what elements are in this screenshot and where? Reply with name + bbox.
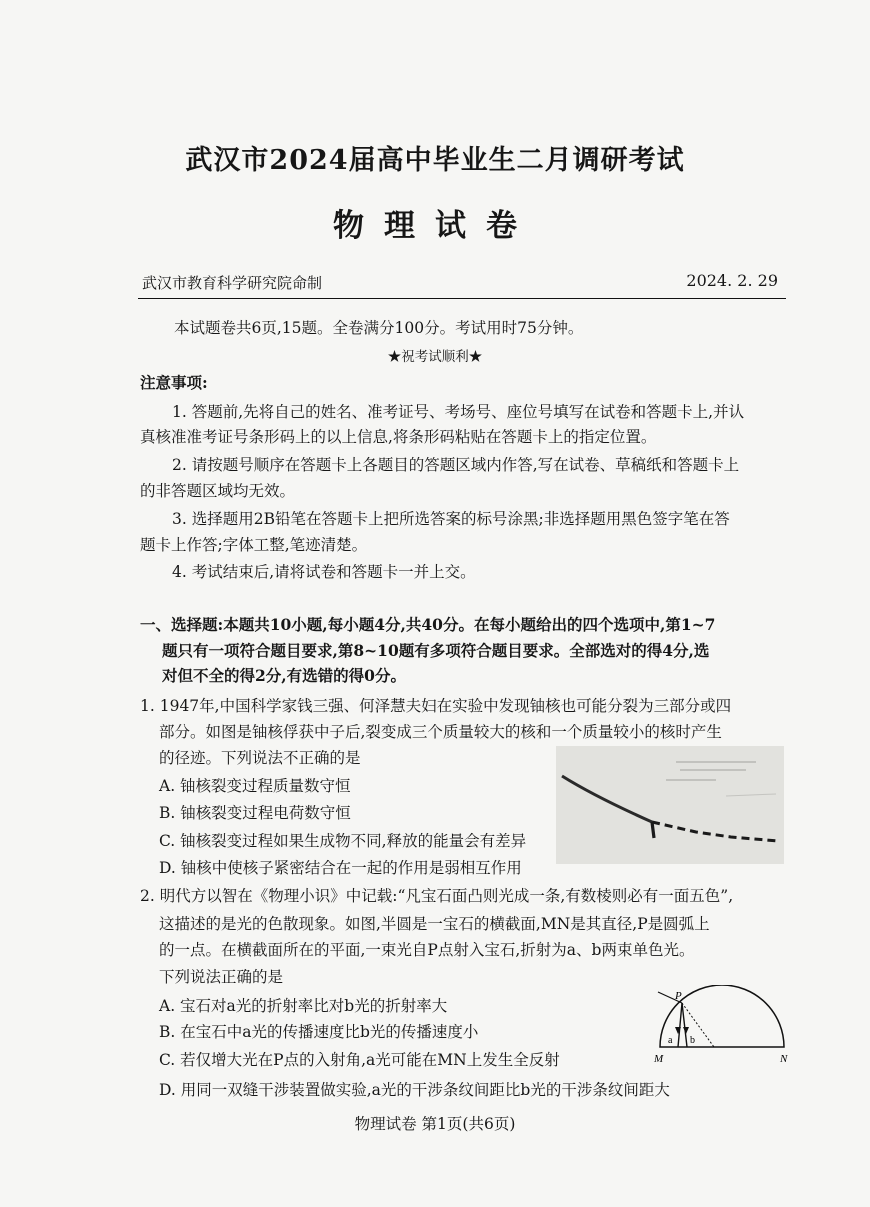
notes-item: 的非答题区域均无效。 bbox=[140, 482, 296, 500]
notes-item: 题卡上作答;字体工整,笔迹清楚。 bbox=[140, 536, 368, 554]
q2-stem: 2. 明代方以智在《物理小识》中记载:“凡宝石面凸则光成一条,有数棱则必有一面五色”, bbox=[140, 887, 734, 905]
label-a: a bbox=[668, 1035, 673, 1046]
section-heading: 一、选择题:本题共10小题,每小题4分,共40分。在每小题给出的四个选项中,第1~7 bbox=[140, 615, 716, 634]
q2-option-b: B. 在宝石中a光的传播速度比b光的传播速度小 bbox=[159, 1023, 479, 1041]
notes-item: 3. 选择题用2B铅笔在答题卡上把所选答案的标号涂黑;非选择题用黑色签字笔在答 bbox=[172, 510, 730, 528]
q1-option-c: C. 铀核裂变过程如果生成物不同,释放的能量会有差异 bbox=[159, 832, 527, 850]
subject-title: 物理试卷 bbox=[333, 208, 537, 244]
label-p: P bbox=[675, 990, 682, 1002]
label-b: b bbox=[690, 1035, 695, 1046]
notes-item: 真核准准考证号条形码上的以上信息,将条形码粘贴在答题卡上的指定位置。 bbox=[140, 428, 657, 446]
notes-heading: 注意事项: bbox=[140, 373, 208, 392]
semicircle-prism-diagram bbox=[652, 985, 792, 1065]
q2-stem: 下列说法正确的是 bbox=[159, 968, 284, 986]
notes-item: 4. 考试结束后,请将试卷和答题卡一并上交。 bbox=[172, 563, 476, 581]
notes-item: 2. 请按题号顺序在答题卡上各题目的答题区域内作答,写在试卷、草稿纸和答题卡上 bbox=[172, 456, 740, 474]
exam-date: 2024. 2. 29 bbox=[686, 271, 778, 290]
q1-stem: 的径迹。下列说法不正确的是 bbox=[159, 749, 361, 767]
q1-stem: 部分。如图是铀核俘获中子后,裂变成三个质量较大的核和一个质量较小的核时产生 bbox=[159, 723, 722, 741]
page-footer: 物理试卷 第1页(共6页) bbox=[354, 1115, 516, 1133]
q2-stem: 的一点。在横截面所在的平面,一束光自P点射入宝石,折射为a、b两束单色光。 bbox=[159, 941, 695, 959]
section-heading-line: 题只有一项符合题目要求,第8~10题有多项符合题目要求。全部选对的得4分,选 bbox=[162, 641, 710, 660]
header-divider bbox=[138, 298, 786, 299]
fission-track-photo bbox=[556, 746, 784, 864]
exam-summary: 本试题卷共6页,15题。全卷满分100分。考试用时75分钟。 bbox=[174, 319, 584, 337]
notes-item: 1. 答题前,先将自己的姓名、准考证号、考场号、座位号填写在试卷和答题卡上,并认 bbox=[172, 403, 745, 421]
q1-option-d: D. 铀核中使核子紧密结合在一起的作用是弱相互作用 bbox=[159, 859, 522, 877]
q2-option-a: A. 宝石对a光的折射率比对b光的折射率大 bbox=[159, 997, 448, 1015]
q2-option-d: D. 用同一双缝干涉装置做实验,a光的干涉条纹间距比b光的干涉条纹间距大 bbox=[159, 1081, 670, 1099]
q1-option-a: A. 铀核裂变过程质量数守恒 bbox=[159, 777, 351, 795]
q1-stem: 1. 1947年,中国科学家钱三强、何泽慧夫妇在实验中发现铀核也可能分裂为三部分或四 bbox=[140, 697, 732, 715]
section-heading-line: 对但不全的得2分,有选错的得0分。 bbox=[162, 666, 406, 685]
issuer: 武汉市教育科学研究院命制 bbox=[142, 274, 323, 292]
exam-title: 武汉市2024届高中毕业生二月调研考试 bbox=[185, 145, 685, 176]
label-m: M bbox=[654, 1053, 664, 1065]
q1-option-b: B. 铀核裂变过程电荷数守恒 bbox=[159, 804, 351, 822]
q2-stem: 这描述的是光的色散现象。如图,半圆是一宝石的横截面,MN是其直径,P是圆弧上 bbox=[159, 915, 710, 933]
q2-option-c: C. 若仅增大光在P点的入射角,a光可能在MN上发生全反射 bbox=[159, 1051, 560, 1069]
good-luck-banner: ★祝考试顺利★ bbox=[387, 349, 483, 365]
label-n: N bbox=[780, 1053, 788, 1065]
